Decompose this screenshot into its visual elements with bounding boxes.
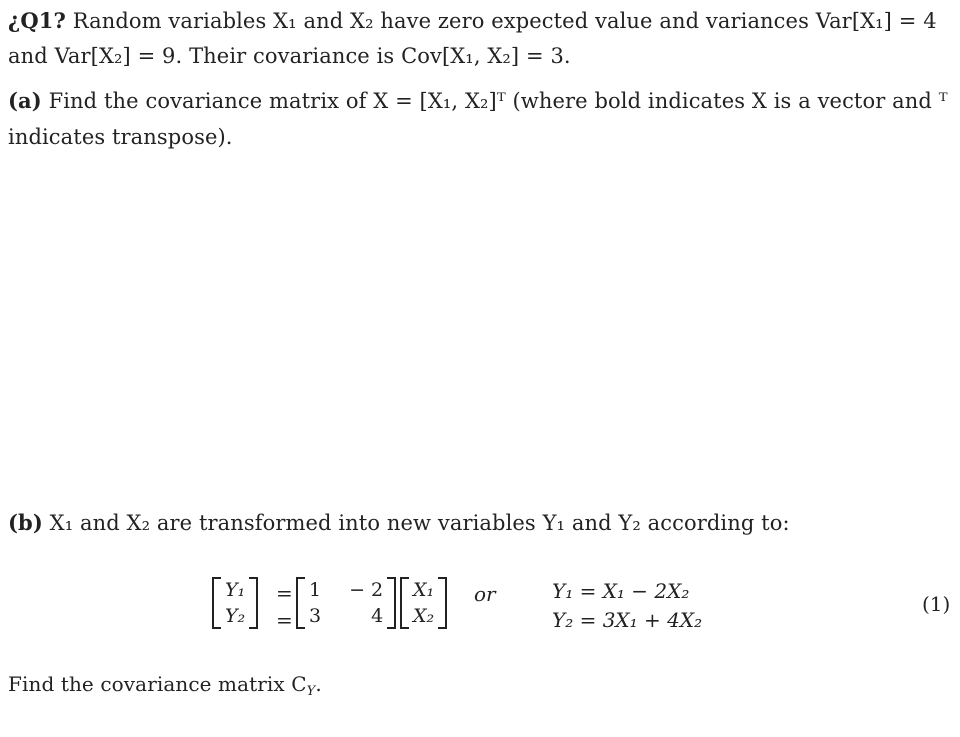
question-intro-line2: and Var[X₂] = 9. Their covariance is Cov[X₁, X₂] = 3. <box>8 44 571 68</box>
equals-sign-1: = <box>276 581 293 605</box>
part-b-label: (b) <box>8 510 43 535</box>
system-row-1: Y₁ = X₁ − 2X₂ <box>552 579 690 603</box>
part-a-label: (a) <box>8 88 42 113</box>
matrix-a-entry-22: 4 <box>371 605 384 627</box>
find-subscript: Y <box>306 684 316 699</box>
part-b-find-line <box>8 671 322 705</box>
part-b-text: X₁ and X₂ are transformed into new variables Y₁ and Y₂ according to: <box>49 511 790 535</box>
matrix-a <box>296 577 396 629</box>
find-period: . <box>315 672 322 696</box>
matrix-a-entry-11: 1 <box>309 579 322 601</box>
question-intro-line1 <box>8 8 937 34</box>
matrix-y-entry-1: Y₁ <box>225 579 246 601</box>
question-intro-text: Random variables X₁ and X₂ have zero expected value and variances Var[X₁] = 4 <box>72 9 937 33</box>
equals-sign-2: = <box>276 608 293 632</box>
find-text: Find the covariance matrix C <box>8 672 307 696</box>
system-row-2: Y₂ = 3X₁ + 4X₂ <box>552 608 703 632</box>
matrix-x-entry-1: X₁ <box>413 579 435 601</box>
or-word: or <box>474 582 496 606</box>
matrix-x-entry-2: X₂ <box>413 605 435 627</box>
matrix-a-entry-12: − 2 <box>349 579 384 601</box>
question-label: ¿Q1? <box>8 8 66 33</box>
part-a-text: Find the covariance matrix of X = [X₁, X₂]ᵀ (where bold indicates X is a vector and ᵀ <box>48 89 948 113</box>
part-a-line1 <box>8 88 948 114</box>
part-a-line2: indicates transpose). <box>8 125 233 149</box>
equation-number: (1) <box>922 592 951 616</box>
matrix-a-entry-21: 3 <box>309 605 322 627</box>
matrix-x-vector <box>400 577 447 629</box>
part-b-line1 <box>8 510 790 536</box>
matrix-y-vector <box>212 577 258 629</box>
matrix-y-entry-2: Y₂ <box>225 605 246 627</box>
